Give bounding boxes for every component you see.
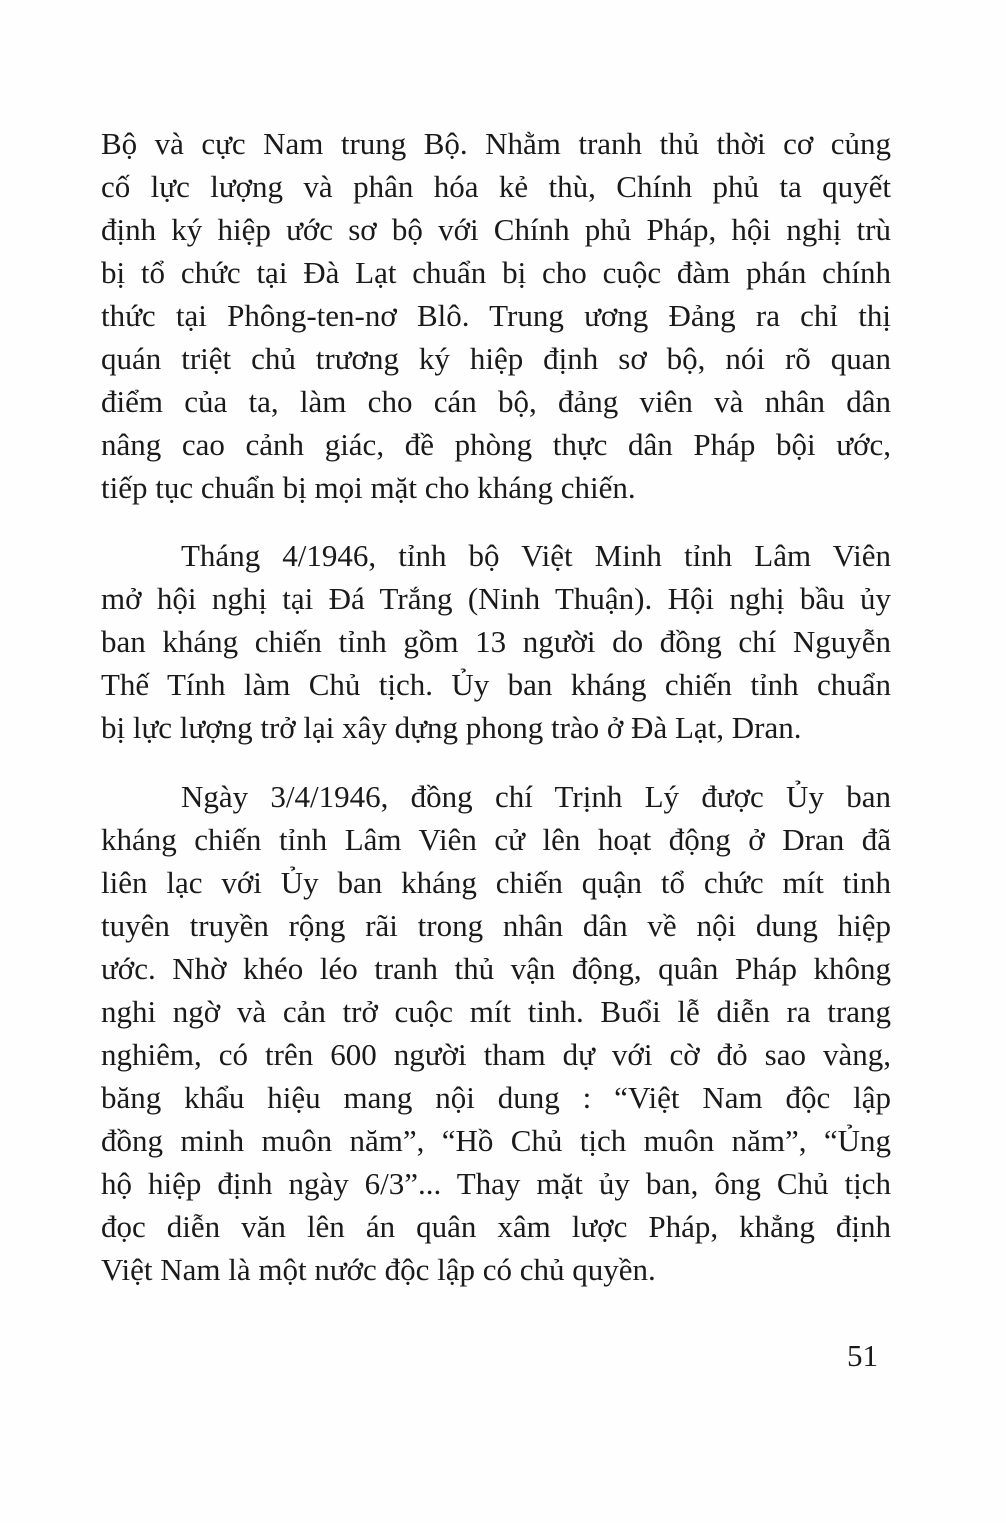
- text-line: ước. Nhờ khéo léo tranh thủ vận động, quân Pháp không: [101, 951, 891, 986]
- text-line: nghi ngờ và cản trở cuộc mít tinh. Buổi lễ diễn ra trang: [101, 994, 891, 1029]
- text-line: ban kháng chiến tỉnh gồm 13 người do đồng chí Nguyễn: [101, 624, 891, 659]
- text-line: Bộ và cực Nam trung Bộ. Nhằm tranh thủ thời cơ củng: [101, 126, 891, 161]
- text-line: Thế Tính làm Chủ tịch. Ủy ban kháng chiến tỉnh chuẩn: [101, 667, 891, 702]
- text-line: nghiêm, có trên 600 người tham dự với cờ đỏ sao vàng,: [101, 1037, 891, 1072]
- text-line: kháng chiến tỉnh Lâm Viên cử lên hoạt động ở Dran đã: [101, 822, 891, 857]
- paragraph-1: [101, 122, 891, 509]
- text-line: điểm của ta, làm cho cán bộ, đảng viên và nhân dân: [101, 384, 891, 419]
- text-line: mở hội nghị tại Đá Trắng (Ninh Thuận). Hội nghị bầu ủy: [101, 581, 891, 616]
- text-line: thức tại Phông-ten-nơ Blô. Trung ương Đảng ra chỉ thị: [101, 298, 891, 333]
- text-line: băng khẩu hiệu mang nội dung : “Việt Nam độc lập: [101, 1080, 891, 1115]
- text-line: Việt Nam là một nước độc lập có chủ quyền.: [101, 1252, 656, 1287]
- page-number: 51: [847, 1338, 878, 1373]
- text-line: hộ hiệp định ngày 6/3”... Thay mặt ủy ban, ông Chủ tịch: [101, 1166, 891, 1201]
- text-line: định ký hiệp ước sơ bộ với Chính phủ Pháp, hội nghị trù: [101, 212, 891, 247]
- text-line: Ngày 3/4/1946, đồng chí Trịnh Lý được Ủy ban: [181, 779, 891, 814]
- text-line: đồng minh muôn năm”, “Hồ Chủ tịch muôn năm”, “Ủng: [101, 1123, 891, 1158]
- text-line: quán triệt chủ trương ký hiệp định sơ bộ, nói rõ quan: [101, 341, 891, 376]
- text-line: bị tổ chức tại Đà Lạt chuẩn bị cho cuộc đàm phán chính: [101, 255, 891, 290]
- paragraph-3: [101, 775, 891, 1291]
- text-line: tuyên truyền rộng rãi trong nhân dân về nội dung hiệp: [101, 908, 891, 943]
- paragraph-2: [101, 534, 891, 749]
- text-line: bị lực lượng trở lại xây dựng phong trào ở Đà Lạt, Dran.: [101, 710, 802, 745]
- text-line: nâng cao cảnh giác, đề phòng thực dân Pháp bội ước,: [101, 427, 891, 462]
- text-line: đọc diễn văn lên án quân xâm lược Pháp, khẳng định: [101, 1209, 891, 1244]
- text-line: Tháng 4/1946, tỉnh bộ Việt Minh tỉnh Lâm Viên: [181, 538, 891, 573]
- text-line: liên lạc với Ủy ban kháng chiến quận tổ chức mít tinh: [101, 865, 891, 900]
- text-line: tiếp tục chuẩn bị mọi mặt cho kháng chiến.: [101, 470, 636, 505]
- text-line: cố lực lượng và phân hóa kẻ thù, Chính phủ ta quyết: [101, 169, 891, 204]
